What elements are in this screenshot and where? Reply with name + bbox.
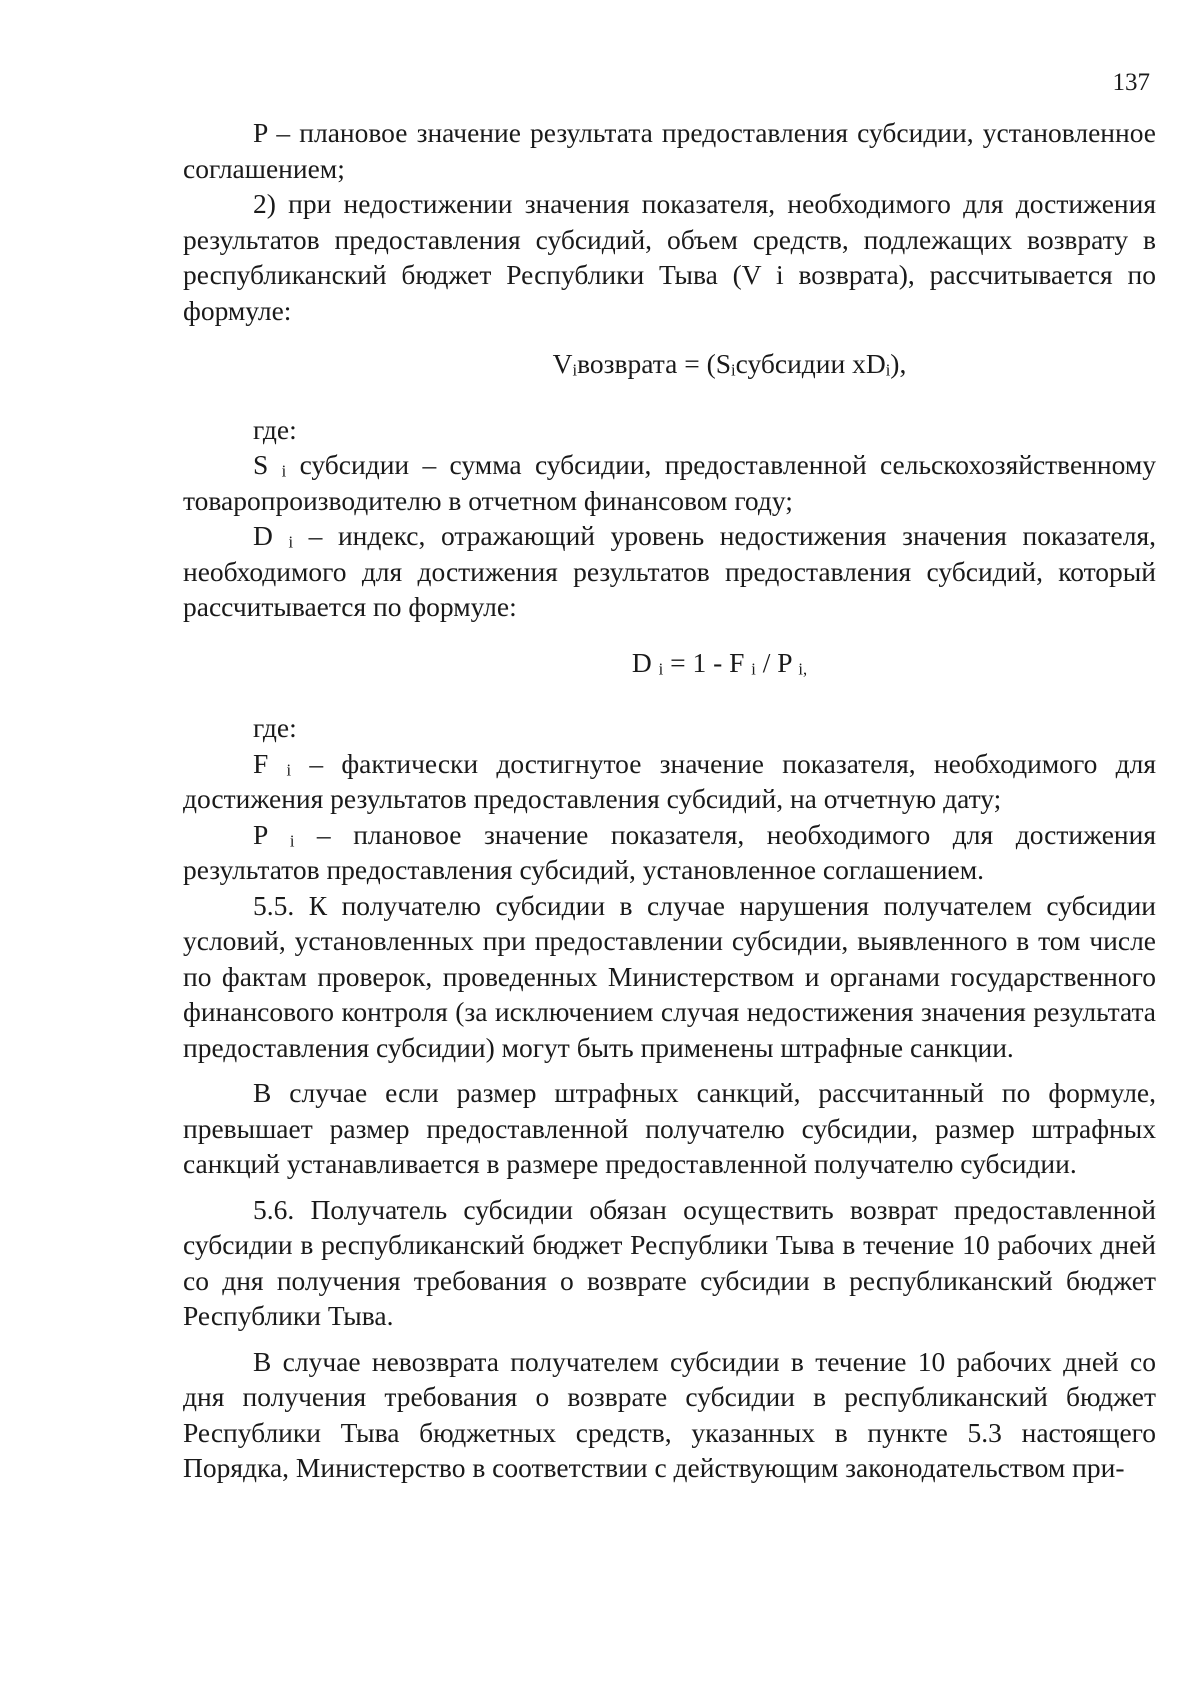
paragraph-s-definition: S $_i$ субсидии – сумма субсидии, предоставленной сельскохозяйственному товаропроизводителю в отчетном финансовом году; — [183, 449, 1157, 516]
page-number: 137 — [1112, 69, 1150, 96]
formula-v-return: $V_iвозврата$ = ($S_iсубсидии$ $xD_i$), — [552, 348, 907, 380]
paragraph-p-definition: P $_i$ – плановое значение показателя, необходимого для достижения результатов предоставления субсидий, установленное соглашением. — [183, 818, 1156, 885]
paragraph-item-2: 2) при недостижении значения показателя, необходимого для достижения результатов предоставления субсидий, объем средств, подлежащих возврату в республиканский бюджет Республики Тыва (V i возврата), рассчитывается по формуле: — [183, 188, 1156, 326]
where-label-2: где: — [253, 712, 297, 743]
paragraph-f-definition: F $_i$ – фактически достигнутое значение показателя, необходимого для достижения результатов предоставления субсидий, на отчетную дату; — [183, 747, 1156, 814]
paragraph-5-5: 5.5. К получателю субсидии в случае нарушения получателем субсидии условий, установленных при предоставлении субсидии, выявленного в том числе по фактам проверок, проведенных Министерством и органами государственного финансового контроля (за исключением случая недостижения значения результата предоставления субсидии) могут быть применены штрафные санкции. — [183, 889, 1156, 1063]
document-body — [183, 115, 1156, 1486]
paragraph-5-6: 5.6. Получатель субсидии обязан осуществить возврат предоставленной субсидии в республиканский бюджет Республики Тыва в течение 10 рабочих дней со дня получения требования о возврате субсидии в республиканский бюджет Республики Тыва. — [183, 1193, 1156, 1331]
formula-d-index: D $_i$ = 1 - F $_i$ / P $_{i,}$ — [631, 646, 808, 678]
paragraph-p-plan-value: P – плановое значение результата предоставления субсидии, установленное соглашением; — [183, 117, 1156, 184]
paragraph-d-definition: D $_i$ – индекс, отражающий уровень недостижения значения показателя, необходимого для достижения результатов предоставления субсидий, который рассчитывается по формуле: — [183, 520, 1156, 622]
paragraph-penalty-limit: В случае если размер штрафных санкций, рассчитанный по формуле, превышает размер предоставленной получателю субсидии, размер штрафных санкций устанавливается в размере предоставленной получателю субсидии. — [183, 1077, 1156, 1179]
paragraph-non-return: В случае невозврата получателем субсидии в течение 10 рабочих дней со дня получения требования о возврате субсидии в республиканский бюджет Республики Тыва бюджетных средств, указанных в пункте 5.3 настоящего Порядка, Министерство в соответствии с действующим законодательством при- — [183, 1345, 1156, 1483]
where-label-1: где: — [253, 413, 297, 445]
